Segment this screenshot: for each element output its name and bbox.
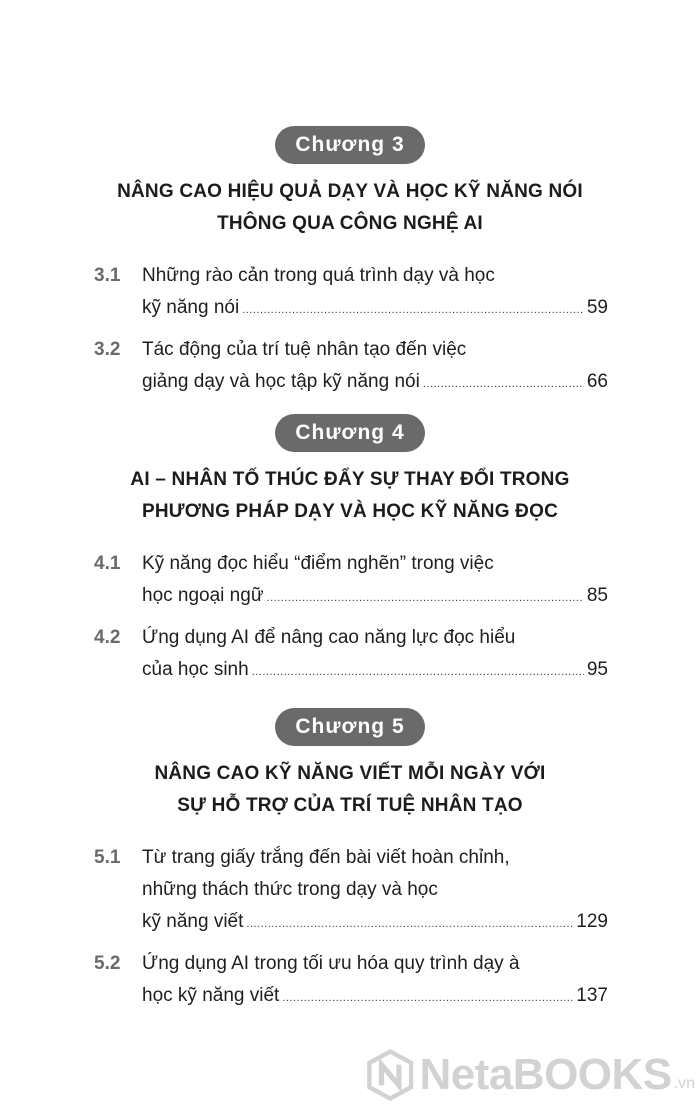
- page-number: 59: [586, 297, 608, 318]
- chapter-title-line: AI – NHÂN TỐ THÚC ĐẨY SỰ THAY ĐỔI TRONG: [130, 469, 570, 490]
- section-number: 5.1: [94, 847, 121, 868]
- entry-text: kỹ năng viết: [142, 911, 244, 932]
- toc-entry[interactable]: [0, 260, 700, 326]
- entry-text: kỹ năng nói: [142, 297, 240, 318]
- chapter-3: [0, 126, 700, 408]
- entry-text: giảng dạy và học tập kỹ năng nói: [142, 371, 420, 392]
- entry-text: học ngoại ngữ: [142, 585, 264, 606]
- section-number: 4.1: [94, 553, 121, 574]
- toc-entry[interactable]: [0, 548, 700, 614]
- entry-text: những thách thức trong dạy và học: [142, 879, 438, 900]
- netabooks-watermark: [365, 1045, 695, 1105]
- chapter-badge: Chương 4: [275, 414, 424, 452]
- toc-entry[interactable]: [0, 334, 700, 400]
- chapter-4: [0, 414, 700, 696]
- entry-text: Ứng dụng AI trong tối ưu hóa quy trình dạy à: [142, 953, 520, 974]
- chapter-badge: Chương 3: [275, 126, 424, 164]
- dot-leader: [423, 368, 584, 400]
- section-number: 3.1: [94, 265, 121, 286]
- entry-text: Tác động của trí tuệ nhân tạo đến việc: [142, 339, 467, 360]
- chapter-title: [0, 464, 700, 528]
- watermark-suffix: .vn: [673, 1075, 695, 1092]
- dot-leader: [282, 982, 573, 1014]
- entry-text: học kỹ năng viết: [142, 985, 280, 1006]
- chapter-title: [0, 176, 700, 240]
- chapter-title: [0, 758, 700, 822]
- toc-entry[interactable]: [0, 622, 700, 688]
- chapter-5: [0, 708, 700, 1022]
- dot-leader: [246, 908, 573, 940]
- page-number: 129: [576, 911, 608, 932]
- entry-text: Ứng dụng AI để nâng cao năng lực đọc hiểu: [142, 627, 516, 648]
- section-number: 5.2: [94, 953, 121, 974]
- chapter-title-line: PHƯƠNG PHÁP DẠY VÀ HỌC KỸ NĂNG ĐỌC: [141, 501, 558, 522]
- chapter-badge: Chương 5: [275, 708, 424, 746]
- dot-leader: [252, 656, 584, 688]
- entry-text: Những rào cản trong quá trình dạy và học: [142, 265, 495, 286]
- entry-text: Kỹ năng đọc hiểu “điểm nghẽn” trong việc: [142, 553, 494, 574]
- section-number: 3.2: [94, 339, 121, 360]
- dot-leader: [267, 582, 584, 614]
- chapter-title-line: SỰ HỖ TRỢ CỦA TRÍ TUỆ NHÂN TẠO: [177, 795, 523, 816]
- entry-text: của học sinh: [142, 659, 249, 680]
- chapter-title-line: NÂNG CAO KỸ NĂNG VIẾT MỖI NGÀY VỚI: [154, 763, 546, 784]
- page-number: 95: [586, 659, 608, 680]
- section-number: 4.2: [94, 627, 121, 648]
- watermark-text: NetaBOOKS: [419, 1050, 672, 1099]
- chapter-title-line: THÔNG QUA CÔNG NGHỆ AI: [217, 213, 483, 234]
- toc-entry[interactable]: [0, 948, 700, 1014]
- page-number: 137: [576, 985, 608, 1006]
- chapter-title-line: NÂNG CAO HIỆU QUẢ DẠY VÀ HỌC KỸ NĂNG NÓI: [117, 181, 583, 202]
- entry-text: Từ trang giấy trắng đến bài viết hoàn chỉnh,: [142, 847, 510, 868]
- toc-entry[interactable]: [0, 842, 700, 940]
- page-number: 66: [586, 371, 608, 392]
- dot-leader: [242, 294, 584, 326]
- netabooks-logo-icon: [365, 1045, 415, 1105]
- page-number: 85: [586, 585, 608, 606]
